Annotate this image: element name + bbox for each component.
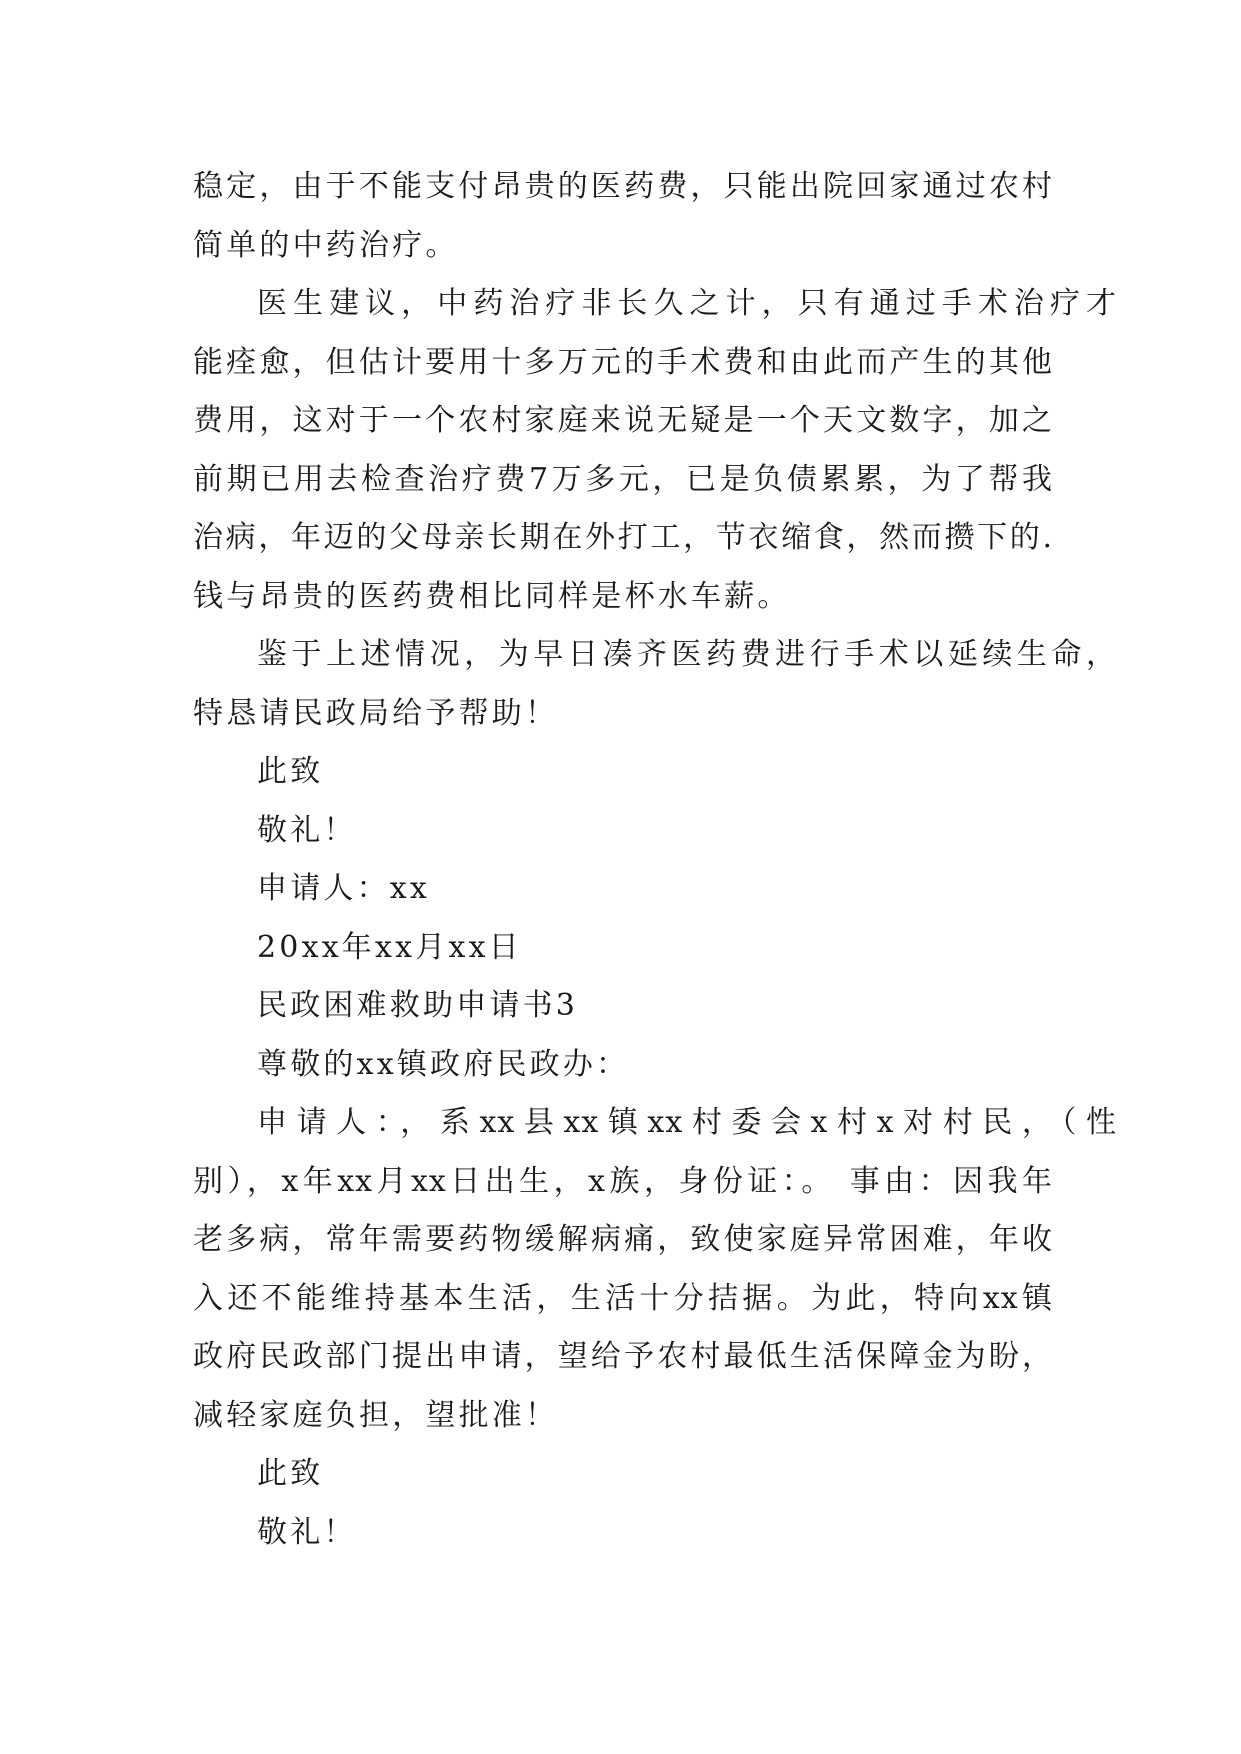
- text-line: 政府民政部门提出申请，望给予农村最低生活保障金为盼，: [193, 1339, 1053, 1374]
- applicant-signature: 申请人：xx: [257, 871, 431, 906]
- text-line: 医生建议，中药治疗非长久之计，只有通过手术治疗才: [257, 286, 1117, 321]
- text-line: 稳定，由于不能支付昂贵的医药费，只能出院回家通过农村: [193, 169, 1053, 204]
- closing-regards: 敬礼！: [257, 1514, 357, 1550]
- text-line: 简单的中药治疗。: [193, 227, 459, 263]
- text-line: 鉴于上述情况，为早日凑齐医药费进行手术以延续生命，: [257, 637, 1117, 672]
- text-line: 特恳请民政局给予帮助！: [193, 695, 559, 731]
- document-page: [193, 158, 1117, 1562]
- text-line: 费用，这对于一个农村家庭来说无疑是一个天文数字，加之: [193, 403, 1053, 438]
- text-line: 前期已用去检查治疗费7万多元，已是负债累累，为了帮我: [193, 461, 1053, 497]
- closing-regards: 敬礼！: [257, 812, 357, 848]
- text-line: 减轻家庭负担，望批准！: [193, 1397, 559, 1433]
- section-title: 民政困难救助申请书3: [257, 988, 579, 1023]
- text-line: 老多病，常年需要药物缓解病痛，致使家庭异常困难，年收: [193, 1222, 1053, 1257]
- date-line: 20xx年xx月xx日: [257, 929, 522, 965]
- text-line: 治病，年迈的父母亲长期在外打工，节衣缩食，然而攒下的.: [193, 520, 1053, 555]
- text-line: 钱与昂贵的医药费相比同样是杯水车薪。: [193, 578, 791, 614]
- text-line: 别），x年xx月xx日出生，x族，身份证：。 事由：因我年: [193, 1163, 1053, 1199]
- text-line: 申请人：，系xx县xx镇xx村委会x村x对村民，（性: [257, 1105, 1117, 1140]
- closing-salutation: 此致: [257, 754, 324, 789]
- text-line: 能痊愈，但估计要用十多万元的手术费和由此而产生的其他: [193, 344, 1053, 380]
- letter-greeting: 尊敬的xx镇政府民政办：: [257, 1046, 630, 1082]
- closing-salutation: 此致: [257, 1456, 324, 1491]
- text-line: 入还不能维持基本生活，生活十分拮据。为此，特向xx镇: [193, 1280, 1053, 1316]
